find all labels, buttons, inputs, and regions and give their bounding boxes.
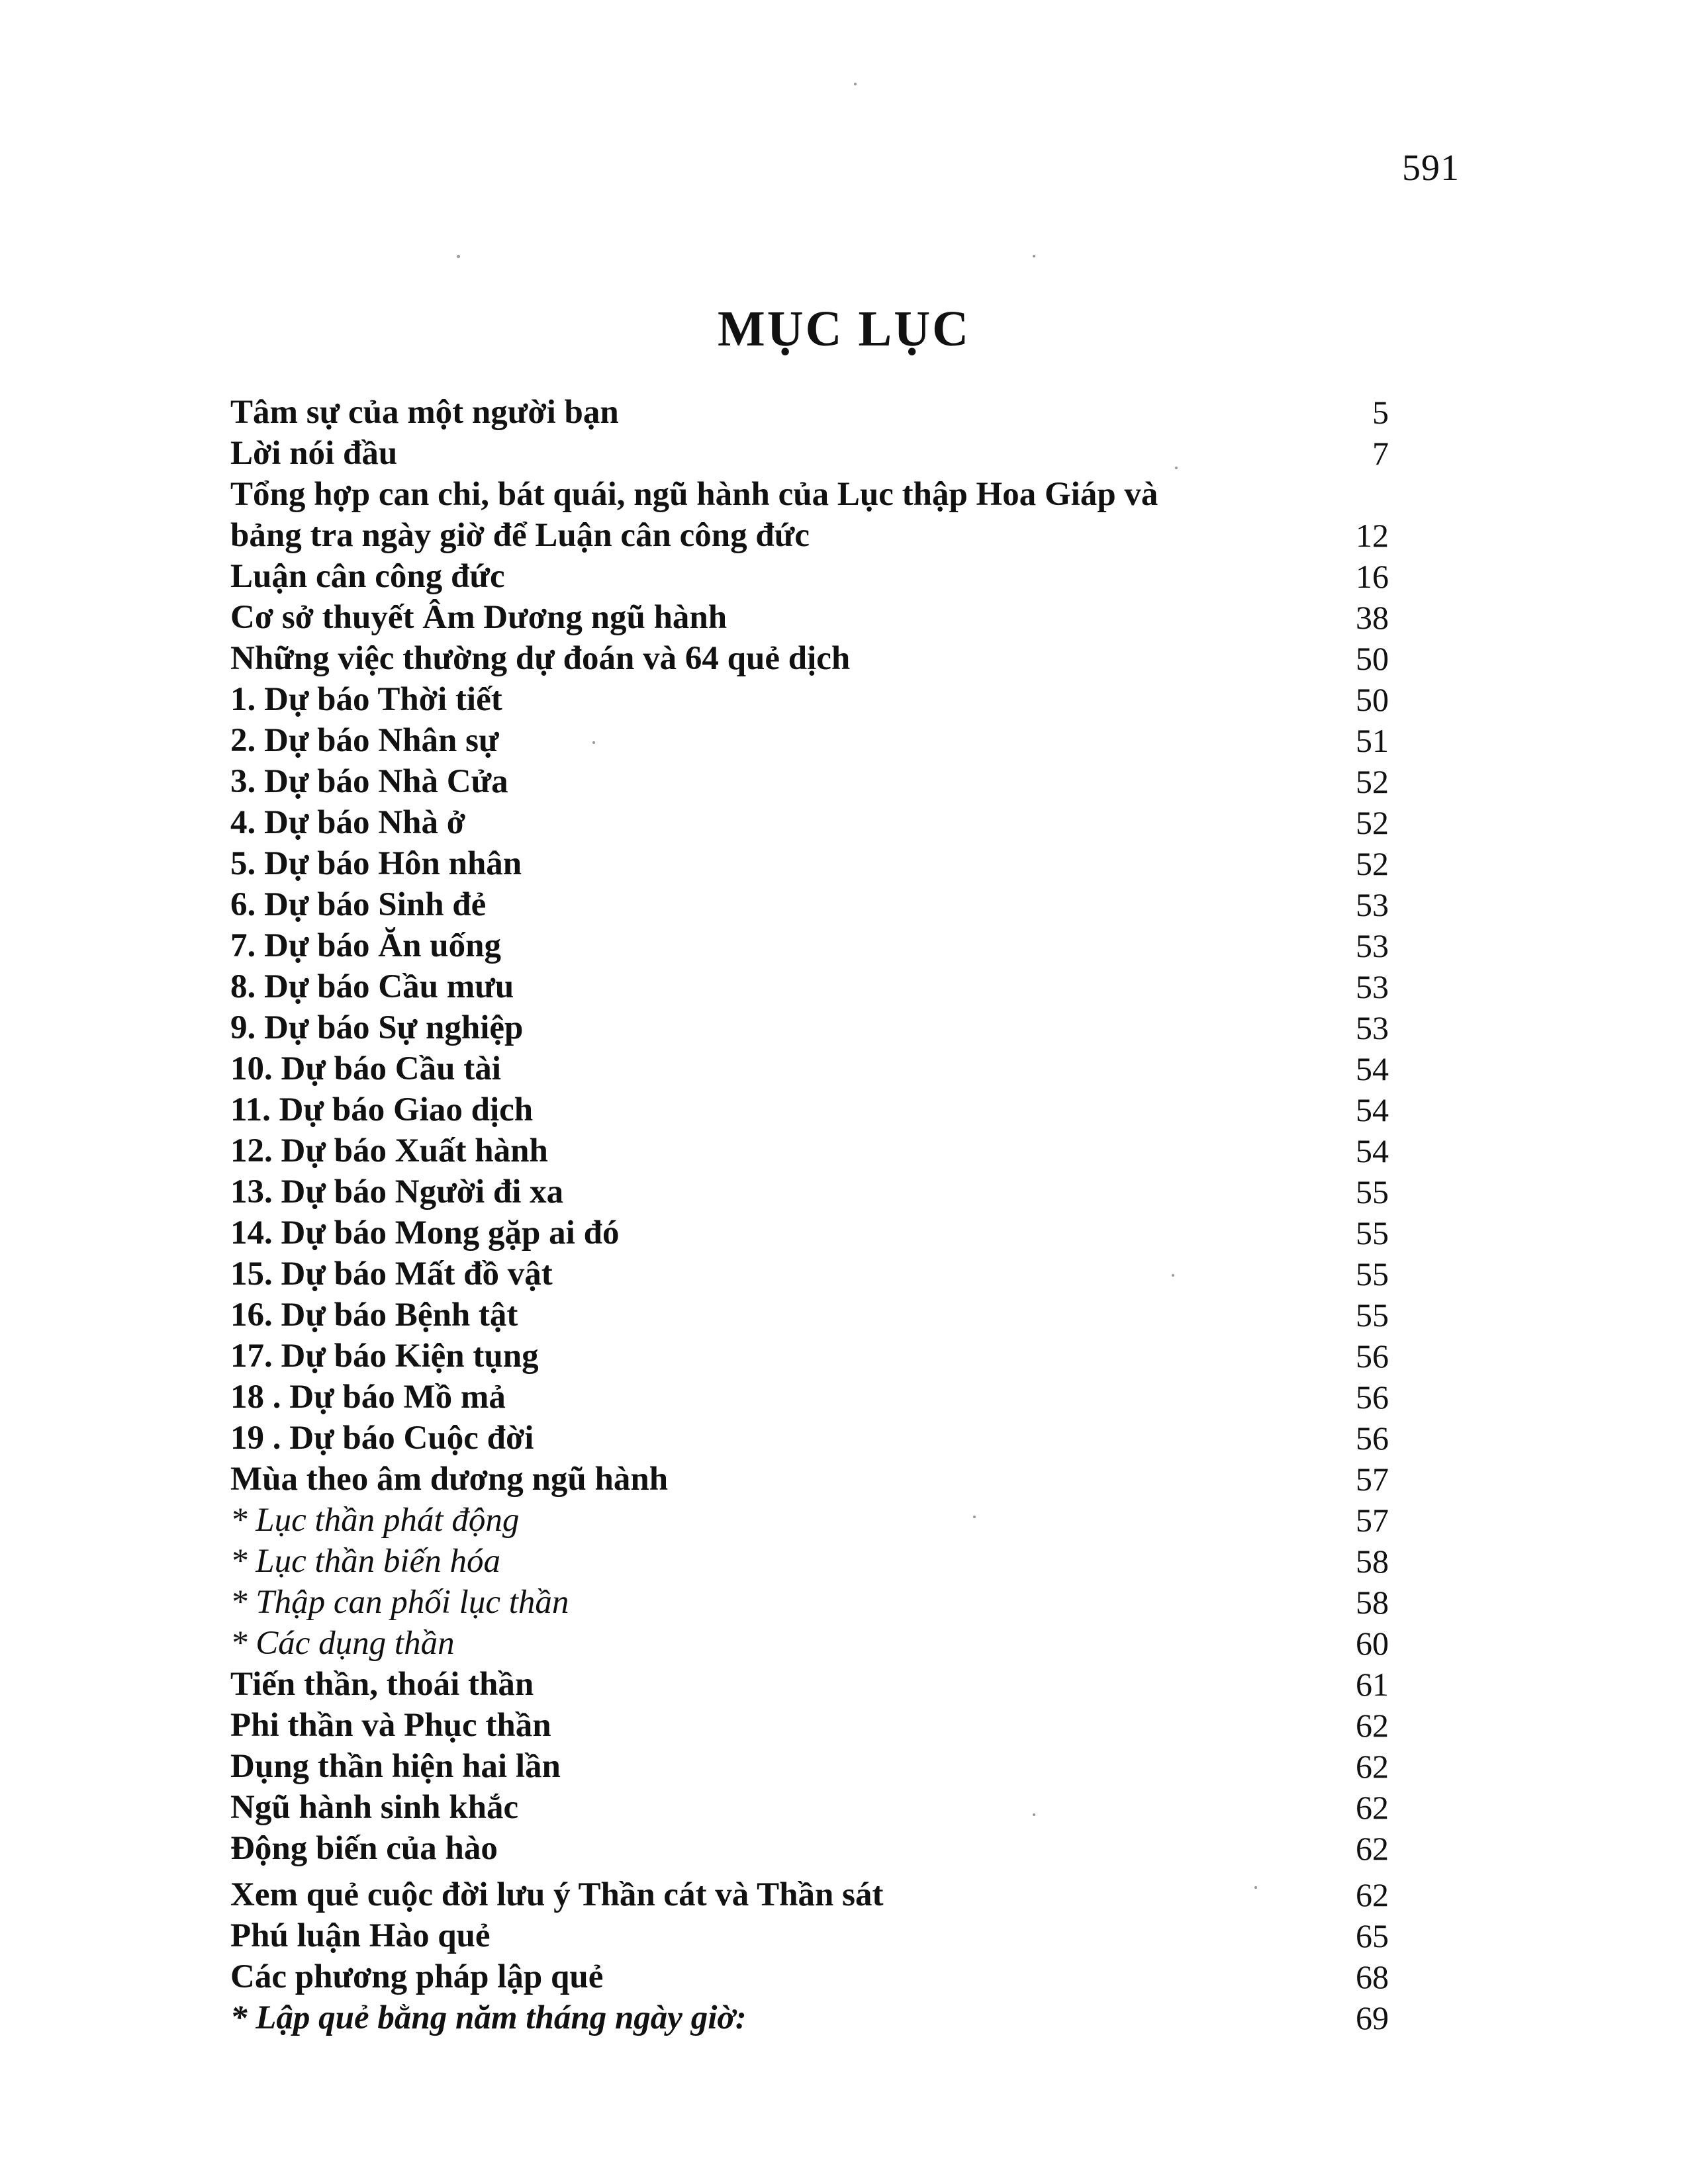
toc-entry-page: 60 [1356,1625,1389,1662]
toc-entry-page: 68 [1356,1958,1389,1995]
toc-entry [230,1582,1389,1623]
toc-entry [230,1787,1389,1828]
toc-entry [230,1459,1389,1500]
toc-entry-title: * Các dụng thần [230,1625,455,1662]
toc-entry [230,1048,1389,1089]
scan-speck [1175,467,1178,469]
toc-entry-title: 10. Dự báo Cầu tài [230,1050,501,1087]
toc-entry [230,1418,1389,1459]
scan-speck [1254,1886,1257,1889]
toc-entry-page: 50 [1356,681,1389,718]
toc-entry [230,1007,1389,1048]
toc-entry-title: * Lập quẻ bằng năm tháng ngày giờ: [230,1999,747,2036]
toc-entry [230,1705,1389,1746]
toc-entry-title: Lời nói đầu [230,435,398,472]
toc-entry-title: * Lục thần phát động [230,1502,520,1539]
toc-entry-title: Phi thần và Phục thần [230,1707,551,1744]
toc-entry-page: 65 [1356,1917,1389,1954]
toc-entry [230,679,1389,720]
toc-entry-page: 56 [1356,1420,1389,1457]
scan-speck [1033,255,1035,257]
toc-entry-title: 12. Dự báo Xuất hành [230,1132,548,1169]
toc-entry-title: Tiến thần, thoái thần [230,1666,534,1703]
toc-entry-page: 55 [1356,1297,1389,1334]
toc-entry-page: 12 [1356,517,1389,554]
toc-entry-page: 69 [1356,1999,1389,2036]
toc-entry [230,1212,1389,1253]
toc-entry-title: Phú luận Hào quẻ [230,1917,491,1954]
toc-entry-page: 16 [1356,558,1389,595]
toc-entry [230,1336,1389,1377]
toc-entry-title: 18 . Dự báo Mồ mả [230,1379,506,1416]
toc-entry-page: 61 [1356,1666,1389,1703]
toc-entry-title: * Lục thần biến hóa [230,1543,500,1580]
toc-entry [230,1746,1389,1787]
toc-entry-title: 8. Dự báo Cầu mưu [230,968,514,1005]
toc-entry [230,515,1389,556]
toc-entry [230,1997,1389,2038]
toc-entry-title: 6. Dự báo Sinh đẻ [230,886,487,923]
toc-entry-title: 14. Dự báo Mong gặp ai đó [230,1214,620,1251]
toc-entry-page: 62 [1356,1748,1389,1785]
toc-entry-page: 52 [1356,763,1389,800]
toc-entry-page: 54 [1356,1132,1389,1169]
toc-entry [230,884,1389,925]
toc-entry-title: 16. Dự báo Bệnh tật [230,1297,518,1334]
toc-entry [230,1623,1389,1664]
toc-entry [230,433,1389,474]
toc-entry [230,720,1389,761]
toc-entry-page: 62 [1356,1707,1389,1744]
toc-entry [230,392,1389,433]
toc-entry-title: 9. Dự báo Sự nghiệp [230,1009,524,1046]
toc-entry-page: 58 [1356,1543,1389,1580]
toc-entry [230,925,1389,966]
toc-entry-title: Động biến của hào [230,1830,498,1867]
toc-entry [230,1664,1389,1705]
toc-entry [230,1377,1389,1418]
toc-entry-page: 56 [1356,1338,1389,1375]
toc-entry-page: 62 [1356,1789,1389,1826]
toc-entry-title: Dụng thần hiện hai lần [230,1748,561,1785]
toc-entry [230,1089,1389,1130]
toc-entry-title: 7. Dự báo Ăn uống [230,927,501,964]
toc-entry-title: 11. Dự báo Giao dịch [230,1091,534,1128]
toc-entry-page: 51 [1356,722,1389,759]
toc-entry [230,474,1389,515]
toc-entry-page: 53 [1356,927,1389,964]
toc-entry-title: 17. Dự báo Kiện tụng [230,1338,539,1375]
toc-entry-title: bảng tra ngày giờ để Luận cân công đức [230,517,810,554]
page-number: 591 [1402,148,1460,189]
toc-entry-title: 4. Dự báo Nhà ở [230,804,465,841]
scan-speck [457,255,460,258]
toc-entry-page: 62 [1356,1876,1389,1913]
toc-entry-page: 55 [1356,1173,1389,1210]
toc-entry [230,597,1389,638]
toc-entry-page: 5 [1372,394,1389,431]
page-title: MỤC LỤC [718,301,970,357]
toc-entry-page: 52 [1356,804,1389,841]
scan-speck [1172,1274,1174,1277]
toc-entry [230,966,1389,1007]
toc-entry-title: 19 . Dự báo Cuộc đời [230,1420,534,1457]
scan-speck [854,83,857,85]
toc-entry-page: 52 [1356,845,1389,882]
toc-entry-title: Tổng hợp can chi, bát quái, ngũ hành của Lục thập Hoa Giáp và [230,476,1158,513]
toc-entry [230,761,1389,802]
toc-entry-page: 55 [1356,1255,1389,1293]
toc-entry-page: 57 [1356,1502,1389,1539]
toc-entry-page: 38 [1356,599,1389,636]
toc-entry-title: Tâm sự của một người bạn [230,394,619,431]
toc-entry-title: Xem quẻ cuộc đời lưu ý Thần cát và Thần sát [230,1876,884,1913]
toc-entry-title: Những việc thường dự đoán và 64 quẻ dịch [230,640,851,677]
toc-entry [230,1828,1389,1869]
toc-entry-page: 7 [1372,435,1389,472]
toc-entry-title: Cơ sở thuyết Âm Dương ngũ hành [230,599,727,636]
table-of-contents [230,392,1389,2038]
toc-entry [230,1500,1389,1541]
toc-entry [230,1253,1389,1295]
toc-entry [230,1130,1389,1171]
toc-entry-title: Mùa theo âm dương ngũ hành [230,1461,669,1498]
toc-entry-page: 55 [1356,1214,1389,1251]
toc-entry-page: 62 [1356,1830,1389,1867]
toc-entry [230,843,1389,884]
toc-entry [230,638,1389,679]
toc-entry-title: 5. Dự báo Hôn nhân [230,845,522,882]
scan-speck [1033,1813,1035,1816]
toc-entry-title: 13. Dự báo Người đi xa [230,1173,564,1210]
toc-entry [230,1295,1389,1336]
scan-speck [592,741,595,744]
toc-entry-page: 57 [1356,1461,1389,1498]
toc-entry-page: 53 [1356,968,1389,1005]
toc-entry-page: 54 [1356,1091,1389,1128]
toc-entry-title: Luận cân công đức [230,558,505,595]
toc-entry-title: 1. Dự báo Thời tiết [230,681,502,718]
toc-entry-title: * Thập can phối lục thần [230,1584,569,1621]
toc-entry-page: 53 [1356,886,1389,923]
toc-entry-page: 58 [1356,1584,1389,1621]
toc-entry [230,1874,1389,1915]
toc-entry-title: Ngũ hành sinh khắc [230,1789,519,1826]
toc-entry-page: 56 [1356,1379,1389,1416]
toc-entry [230,1541,1389,1582]
toc-entry [230,1915,1389,1956]
toc-entry [230,556,1389,597]
toc-entry [230,802,1389,843]
scan-speck [973,1516,976,1518]
toc-entry-page: 53 [1356,1009,1389,1046]
toc-entry-title: 3. Dự báo Nhà Cửa [230,763,508,800]
toc-entry [230,1171,1389,1212]
toc-entry-page: 54 [1356,1050,1389,1087]
toc-entry [230,1956,1389,1997]
toc-entry-page: 50 [1356,640,1389,677]
toc-entry-title: 15. Dự báo Mất đồ vật [230,1255,553,1293]
toc-entry-title: Các phương pháp lập quẻ [230,1958,604,1995]
toc-entry-title: 2. Dự báo Nhân sự [230,722,499,759]
